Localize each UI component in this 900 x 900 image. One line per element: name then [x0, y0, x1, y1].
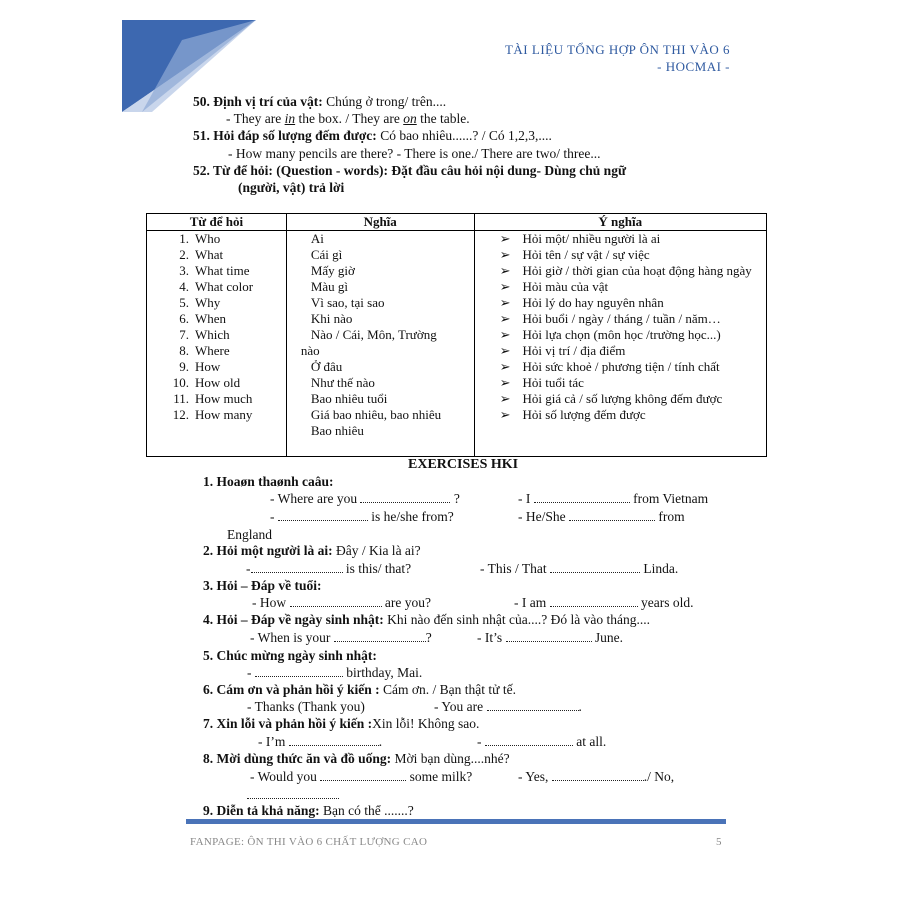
word-number: 6.	[179, 311, 189, 326]
exercise-7-title	[203, 716, 479, 732]
text: is this/ that?	[342, 561, 412, 576]
question-word: How many	[195, 407, 253, 422]
word-row	[147, 327, 286, 343]
word-row	[147, 279, 286, 295]
use-row	[475, 295, 766, 311]
text: .	[578, 699, 582, 714]
meaning-row: nào	[300, 343, 320, 358]
exercise-3-line-b	[514, 595, 693, 611]
example-text: - They are	[226, 111, 285, 126]
blank[interactable]	[251, 562, 343, 573]
section-51-title: 51. Hỏi đáp số lượng đếm được:	[193, 128, 377, 143]
use-row	[475, 407, 766, 423]
text: Đây / Kia là ai?	[332, 543, 421, 558]
use-text: Hỏi vị trí / địa điểm	[522, 343, 626, 358]
text: - He/She	[518, 509, 569, 524]
text: -	[246, 561, 251, 576]
exercise-1-line-a	[270, 491, 460, 507]
use-text: Hỏi một/ nhiều người là ai	[522, 231, 661, 246]
use-row	[475, 231, 766, 247]
use-text: Hỏi số lượng đếm được	[522, 407, 646, 422]
arrow-bullet-icon: ➢	[499, 327, 511, 342]
use-text: Hỏi giá cả / số lượng không đếm được	[522, 391, 723, 406]
text: ?	[450, 491, 460, 506]
question-word: What time	[195, 263, 250, 278]
text: - You are	[434, 699, 487, 714]
word-number: 8.	[179, 343, 189, 358]
header-subtitle: - HOCMAI -	[657, 59, 730, 74]
blank[interactable]	[290, 596, 382, 607]
arrow-bullet-icon: ➢	[499, 279, 511, 294]
exercise-6-title	[203, 682, 516, 698]
word-row	[147, 375, 286, 391]
meaning-row: Ở đâu	[310, 359, 343, 374]
meaning-row: Khi nào	[310, 311, 353, 326]
arrow-bullet-icon: ➢	[499, 407, 511, 422]
title: 6. Cám ơn và phản hồi ý kiến :	[203, 682, 380, 697]
text: - This / That	[480, 561, 550, 576]
word-row	[147, 295, 286, 311]
text: - I’m	[258, 734, 289, 749]
text: Cám ơn. / Bạn thật tử tế.	[379, 682, 516, 697]
exercise-1-line-d	[518, 509, 685, 525]
exercise-4-line-a	[250, 630, 432, 646]
arrow-bullet-icon: ➢	[499, 375, 511, 390]
exercise-1-line-b	[518, 491, 708, 507]
word-row	[147, 231, 286, 247]
meaning-row: Cái gì	[310, 247, 343, 262]
exercise-7-line-b	[477, 734, 606, 750]
text: - It’s	[477, 630, 506, 645]
text: Bạn có thể .......?	[319, 803, 414, 818]
arrow-bullet-icon: ➢	[499, 263, 511, 278]
text: ?	[425, 630, 432, 645]
arrow-bullet-icon: ➢	[499, 359, 511, 374]
exercise-8-line-c	[247, 787, 339, 803]
table-header: Nghĩa	[286, 214, 474, 231]
word-number: 9.	[179, 359, 189, 374]
use-text: Hỏi tuổi tác	[522, 375, 584, 390]
page-number: 5	[716, 836, 722, 848]
section-50-example	[226, 111, 470, 127]
meaning-row: Bao nhiêu	[310, 423, 364, 438]
word-row	[147, 311, 286, 327]
title: 4. Hỏi – Đáp về ngày sinh nhật:	[203, 612, 384, 627]
title: 9. Diễn tả khả năng:	[203, 803, 320, 818]
word-number: 10.	[172, 375, 189, 390]
use-text: Hỏi tên / sự vật / sự việc	[522, 247, 650, 262]
table-body-row	[147, 231, 767, 457]
text: Linda.	[640, 561, 679, 576]
table-header: Từ để hỏi	[147, 214, 287, 231]
exercise-3-title: 3. Hỏi – Đáp về tuổi:	[203, 578, 322, 593]
word-number: 12.	[172, 407, 189, 422]
text: birthday, Mai.	[342, 665, 423, 680]
exercise-1-line-c	[270, 509, 454, 525]
use-row	[475, 279, 766, 295]
arrow-bullet-icon: ➢	[499, 247, 511, 262]
meaning-row: Ai	[310, 231, 324, 246]
question-word: How	[195, 359, 221, 374]
blank[interactable]	[569, 510, 655, 521]
arrow-bullet-icon: ➢	[499, 311, 511, 326]
word-row	[147, 359, 286, 375]
question-word: How much	[195, 391, 253, 406]
text: -	[247, 665, 255, 680]
arrow-bullet-icon: ➢	[499, 391, 511, 406]
text: - I	[518, 491, 534, 506]
blank[interactable]	[334, 631, 426, 642]
word-number: 7.	[179, 327, 189, 342]
question-word: Where	[195, 343, 230, 358]
use-text: Hỏi màu của vật	[522, 279, 609, 294]
exercise-5-title: 5. Chúc mừng ngày sinh nhật:	[203, 648, 377, 663]
uses-column	[474, 231, 766, 457]
meaning-row: Màu gì	[310, 279, 349, 294]
blank[interactable]	[289, 735, 379, 746]
example-on: on	[403, 111, 417, 126]
arrow-bullet-icon: ➢	[499, 343, 511, 358]
text: June.	[591, 630, 623, 645]
exercise-2-line-a	[246, 561, 411, 577]
word-number: 11.	[173, 391, 189, 406]
example-in: in	[284, 111, 296, 126]
use-row	[475, 375, 766, 391]
use-text: Hỏi giờ / thời gian của hoạt động hàng ngày	[522, 263, 752, 278]
arrow-bullet-icon: ➢	[499, 295, 511, 310]
text: - I am	[514, 595, 550, 610]
blank[interactable]	[255, 666, 343, 677]
word-number: 4.	[179, 279, 189, 294]
blank[interactable]	[278, 510, 368, 521]
exercise-8-line-b	[518, 769, 674, 785]
exercise-6-line-b	[434, 699, 582, 715]
example-text: the table.	[416, 111, 470, 126]
use-row	[475, 263, 766, 279]
text: years old.	[637, 595, 694, 610]
section-50-title: 50. Định vị trí của vật:	[193, 94, 323, 109]
question-word: Who	[195, 231, 221, 246]
text: - Would you	[250, 769, 321, 784]
blank[interactable]	[506, 631, 592, 642]
table-header: Ý nghĩa	[474, 214, 766, 231]
blank[interactable]	[247, 788, 339, 799]
text: -	[270, 509, 278, 524]
question-word: How old	[195, 375, 241, 390]
exercise-2-title	[203, 543, 421, 559]
use-row	[475, 391, 766, 407]
title: 2. Hỏi một người là ai:	[203, 543, 333, 558]
word-number: 1.	[179, 231, 189, 246]
text: ./ No,	[643, 769, 675, 784]
text: Mời bạn dùng....nhé?	[391, 751, 510, 766]
word-row	[147, 343, 286, 359]
section-51-example: - How many pencils are there? - There is one./ There are two/ three...	[228, 146, 601, 161]
word-row	[147, 407, 286, 423]
word-row	[147, 247, 286, 263]
word-row	[147, 391, 286, 407]
exercise-1-line-e: England	[227, 527, 272, 542]
text: some milk?	[406, 769, 473, 784]
meaning-row: Như thế nào	[310, 375, 375, 390]
text: - How	[252, 595, 290, 610]
meaning-row: Nào / Cái, Môn, Trường	[310, 327, 437, 342]
exercise-9-title	[203, 803, 414, 819]
exercise-8-title	[203, 751, 510, 767]
text: from	[655, 509, 685, 524]
question-word: When	[195, 311, 227, 326]
blank[interactable]	[487, 700, 579, 711]
word-number: 2.	[179, 247, 189, 262]
meaning-row: Giá bao nhiêu, bao nhiêu	[310, 407, 442, 422]
word-row	[147, 263, 286, 279]
text: - When is your	[250, 630, 334, 645]
blank[interactable]	[485, 735, 573, 746]
footer-bar	[186, 819, 726, 824]
blank[interactable]	[320, 770, 406, 781]
text: - Where are you	[270, 491, 361, 506]
meaning-row: Mấy giờ	[310, 263, 355, 278]
text: are you?	[381, 595, 431, 610]
section-51-text: Có bao nhiêu......? / Có 1,2,3,....	[376, 128, 552, 143]
exercise-2-line-b	[480, 561, 678, 577]
use-text: Hỏi sức khoẻ / phương tiện / tính chất	[522, 359, 720, 374]
use-row	[475, 327, 766, 343]
text: - Yes,	[518, 769, 552, 784]
arrow-bullet-icon: ➢	[499, 231, 511, 246]
use-row	[475, 359, 766, 375]
section-50-text: Chúng ở trong/ trên....	[322, 94, 447, 109]
meaning-row: Bao nhiêu tuổi	[310, 391, 388, 406]
exercise-8-line-a	[250, 769, 472, 785]
text: Khi nào đến sinh nhật của....? Đó là vào tháng....	[383, 612, 650, 627]
example-text: the box. / They are	[295, 111, 404, 126]
use-text: Hỏi buổi / ngày / tháng / tuần / năm…	[522, 311, 721, 326]
blank[interactable]	[550, 596, 638, 607]
exercise-5-line-a	[247, 665, 422, 681]
section-52-title-cont: (người, vật) trả lời	[238, 180, 345, 195]
table-header-row	[147, 214, 767, 231]
exercise-4-line-b	[477, 630, 623, 646]
words-column	[147, 231, 287, 457]
question-word: Which	[195, 327, 230, 342]
use-row	[475, 247, 766, 263]
section-52-title: 52. Từ để hỏi: (Question - words): Đặt đầu câu hỏi nội dung- Dùng chủ ngữ	[193, 163, 627, 178]
question-word: What	[195, 247, 224, 262]
exercise-7-line-a	[258, 734, 382, 750]
meaning-row: Vì sao, tại sao	[310, 295, 385, 310]
word-number: 5.	[179, 295, 189, 310]
section-51	[193, 128, 552, 144]
use-row	[475, 343, 766, 359]
text: from Vietnam	[629, 491, 709, 506]
title: 8. Mời dùng thức ăn và đồ uống:	[203, 751, 392, 766]
use-text: Hỏi lý do hay nguyên nhân	[522, 295, 664, 310]
exercises-title: EXERCISES HKI	[408, 457, 519, 472]
question-words-table	[146, 213, 767, 457]
text: is he/she from?	[367, 509, 454, 524]
word-number: 3.	[179, 263, 189, 278]
text: .	[378, 734, 383, 749]
question-word: Why	[195, 295, 221, 310]
question-word: What color	[195, 279, 254, 294]
text: -	[477, 734, 485, 749]
use-row	[475, 311, 766, 327]
exercise-3-line-a	[252, 595, 431, 611]
section-50	[193, 94, 446, 110]
meanings-column	[286, 231, 474, 457]
exercise-4-title	[203, 612, 650, 628]
use-text: Hỏi lựa chọn (môn học /trường học...)	[522, 327, 721, 342]
blank[interactable]	[552, 770, 644, 781]
blank[interactable]	[534, 492, 630, 503]
exercise-6-line-a: - Thanks (Thank you)	[247, 699, 365, 714]
footer-text: FANPAGE: ÔN THI VÀO 6 CHẤT LƯỢNG CAO	[190, 836, 428, 848]
text: Xin lỗi! Không sao.	[372, 716, 480, 731]
blank[interactable]	[550, 562, 640, 573]
header-title: TÀI LIỆU TỔNG HỢP ÔN THI VÀO 6	[504, 42, 730, 57]
title: 7. Xin lỗi và phản hồi ý kiến :	[203, 716, 373, 731]
blank[interactable]	[360, 492, 450, 503]
text: at all.	[572, 734, 607, 749]
exercise-1-title: 1. Hoaøn thaønh caâu:	[203, 474, 334, 489]
